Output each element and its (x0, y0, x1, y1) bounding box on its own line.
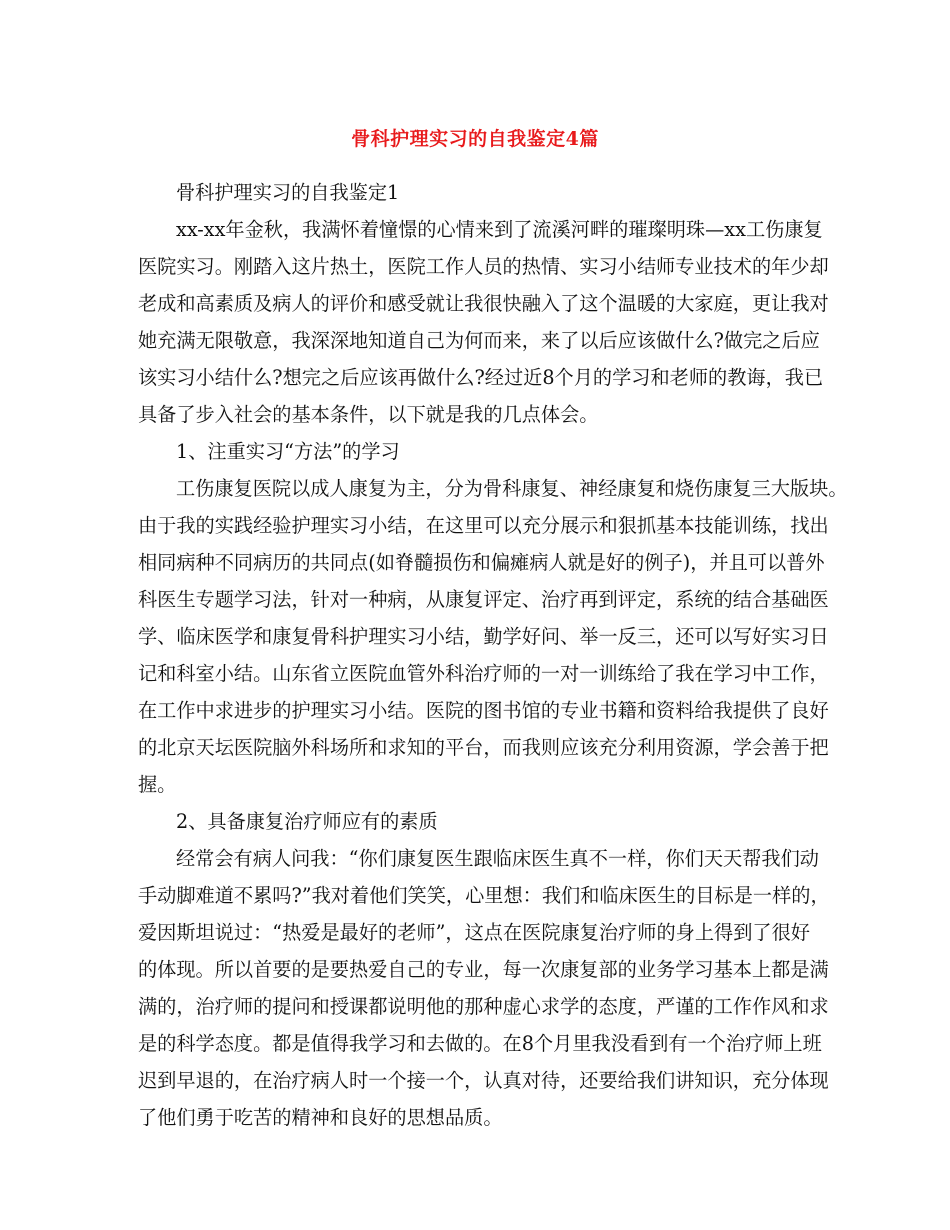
paragraph-line: 医院实习。刚踏入这片热土，医院工作人员的热情、实习小结师专业技术的年少却 (138, 255, 829, 278)
paragraph-line: 迟到早退的，在治疗病人时一个接一个，认真对待，还要给我们讲知识，充分体现 (138, 1069, 829, 1092)
paragraph-line: 记和科室小结。山东省立医院血管外科治疗师的一对一训练给了我在学习中工作， (138, 662, 829, 685)
paragraph-line: 的北京天坛医院脑外科场所和求知的平台，而我则应该充分利用资源，学会善于把 (138, 736, 829, 759)
paragraph-line: 科医生专题学习法，针对一种病，从康复评定、治疗再到评定，系统的结合基础医 (138, 588, 829, 611)
paragraph-line: 手动脚难道不累吗?”我对着他们笑笑，心里想：我们和临床医生的目标是一样的， (138, 884, 830, 907)
paragraph-line: 该实习小结什么?想完之后应该再做什么?经过近8个月的学习和老师的教诲，我已 (138, 366, 824, 389)
paragraph-line: 了他们勇于吃苦的精神和良好的思想品质。 (138, 1106, 503, 1129)
subheading: 1、注重实习“方法”的学习 (176, 440, 400, 463)
paragraph-line: 满的，治疗师的提问和授课都说明他的那种虚心求学的态度，严谨的工作作风和求 (138, 995, 829, 1018)
document-title: 骨科护理实习的自我鉴定4篇 (351, 128, 599, 150)
section-heading: 骨科护理实习的自我鉴定1 (176, 181, 400, 204)
paragraph-line: 她充满无限敬意，我深深地知道自己为何而来，来了以后应该做什么?做完之后应 (138, 329, 820, 352)
paragraph-line: 相同病种不同病历的共同点(如脊髓损伤和偏瘫病人就是好的例子)，并且可以普外 (138, 551, 825, 574)
paragraph-line: 握。 (138, 773, 177, 796)
paragraph-line: 由于我的实践经验护理实习小结，在这里可以充分展示和狠抓基本技能训练，找出 (138, 514, 829, 537)
paragraph-line: xx-xx年金秋，我满怀着憧憬的心情来到了流溪河畔的璀璨明珠—xx工伤康复 (176, 218, 823, 241)
paragraph-line: 的体现。所以首要的是要热爱自己的专业，每一次康复部的业务学习基本上都是满 (138, 958, 829, 981)
paragraph-line: 学、临床医学和康复骨科护理实习小结，勤学好问、举一反三，还可以写好实习日 (138, 625, 829, 648)
paragraph-line: 经常会有病人问我：“你们康复医生跟临床医生真不一样，你们天天帮我们动 (176, 847, 819, 870)
paragraph-line: 是的科学态度。都是值得我学习和去做的。在8个月里我没看到有一个治疗师上班 (138, 1032, 822, 1055)
paragraph-line: 老成和高素质及病人的评价和感受就让我很快融入了这个温暖的大家庭，更让我对 (138, 292, 829, 315)
paragraph-line: 工伤康复医院以成人康复为主，分为骨科康复、神经康复和烧伤康复三大版块。 (176, 477, 848, 500)
subheading: 2、具备康复治疗师应有的素质 (176, 810, 438, 833)
paragraph-line: 在工作中求进步的护理实习小结。医院的图书馆的专业书籍和资料给我提供了良好 (138, 699, 829, 722)
paragraph-line: 具备了步入社会的基本条件，以下就是我的几点体会。 (138, 403, 599, 426)
paragraph-line: 爱因斯坦说过：“热爱是最好的老师”，这点在医院康复治疗师的身上得到了很好 (138, 921, 810, 944)
